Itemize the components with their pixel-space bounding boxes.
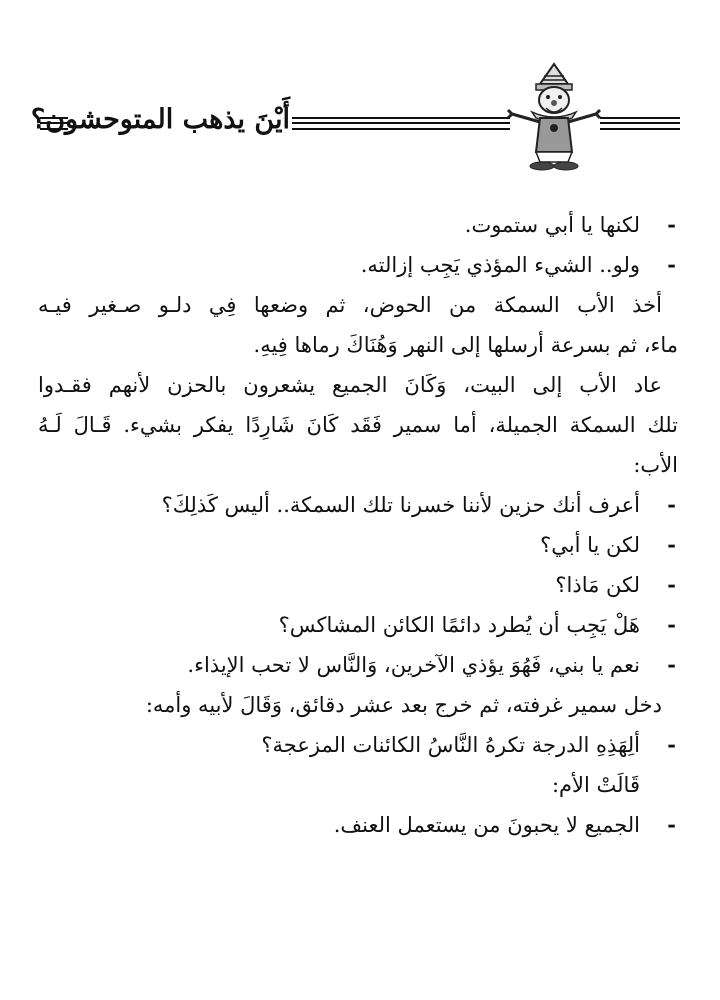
paragraph-line: قَالَتْ الأم: — [551, 773, 640, 797]
page-title: أَيْنَ يذهب المتوحشون؟ — [30, 104, 290, 135]
paragraph-line: دخل سمير غرفته، ثم خرج بعد عشر دقائق، وَقَالَ لأبيه وأمه: — [145, 693, 662, 717]
paragraph-line: عاد الأب إلى البيت، وَكَانَ الجميع يشعرون بالحزن لأنهم فقـدوا — [38, 373, 662, 397]
header-rule-right — [600, 117, 680, 130]
dialogue-line: - لكنها يا أبي ستموت. — [38, 205, 678, 245]
dialogue-line: - هَلْ يَجِب أن يُطرد دائمًا الكائن المشاكس؟ — [38, 605, 678, 645]
paragraph-line: أخذ الأب السمكة من الحوض، ثم وضعها فِي دلـو صـغير فيـه — [38, 293, 662, 317]
header-rule-middle — [292, 117, 510, 130]
clown-mascot-illustration — [506, 60, 602, 172]
dialogue-line: - الجميع لا يحبونَ من يستعمل العنف. — [38, 805, 678, 845]
paragraph-line: الأب: — [633, 453, 678, 477]
paragraph-line: ماء، ثم بسرعة أرسلها إلى النهر وَهُنَاكَ رماها فِيهِ. — [253, 333, 678, 357]
page-header — [0, 60, 720, 180]
dialogue-line: - ألِهَذِهِ الدرجة تكرهُ النَّاسُ الكائنات المزعجة؟ — [38, 725, 678, 765]
story-text — [38, 205, 678, 845]
dialogue-line: - أعرف أنك حزين لأننا خسرنا تلك السمكة.. أليس كَذلِكَ؟ — [38, 485, 678, 525]
dialogue-line: - لكن يا أبي؟ — [38, 525, 678, 565]
paragraph-line: تلك السمكة الجميلة، أما سمير فَقَد كَانَ شَارِدًا يفكر بشيء. قَـالَ لَـهُ — [38, 413, 678, 437]
dialogue-line: - ولو.. الشيء المؤذي يَجِب إزالته. — [38, 245, 678, 285]
header-rule-left — [40, 117, 68, 130]
dialogue-line: - نعم يا بني، فَهُوَ يؤذي الآخرين، وَالنَّاس لا تحب الإيذاء. — [38, 645, 678, 685]
dialogue-line: - لكن مَاذا؟ — [38, 565, 678, 605]
